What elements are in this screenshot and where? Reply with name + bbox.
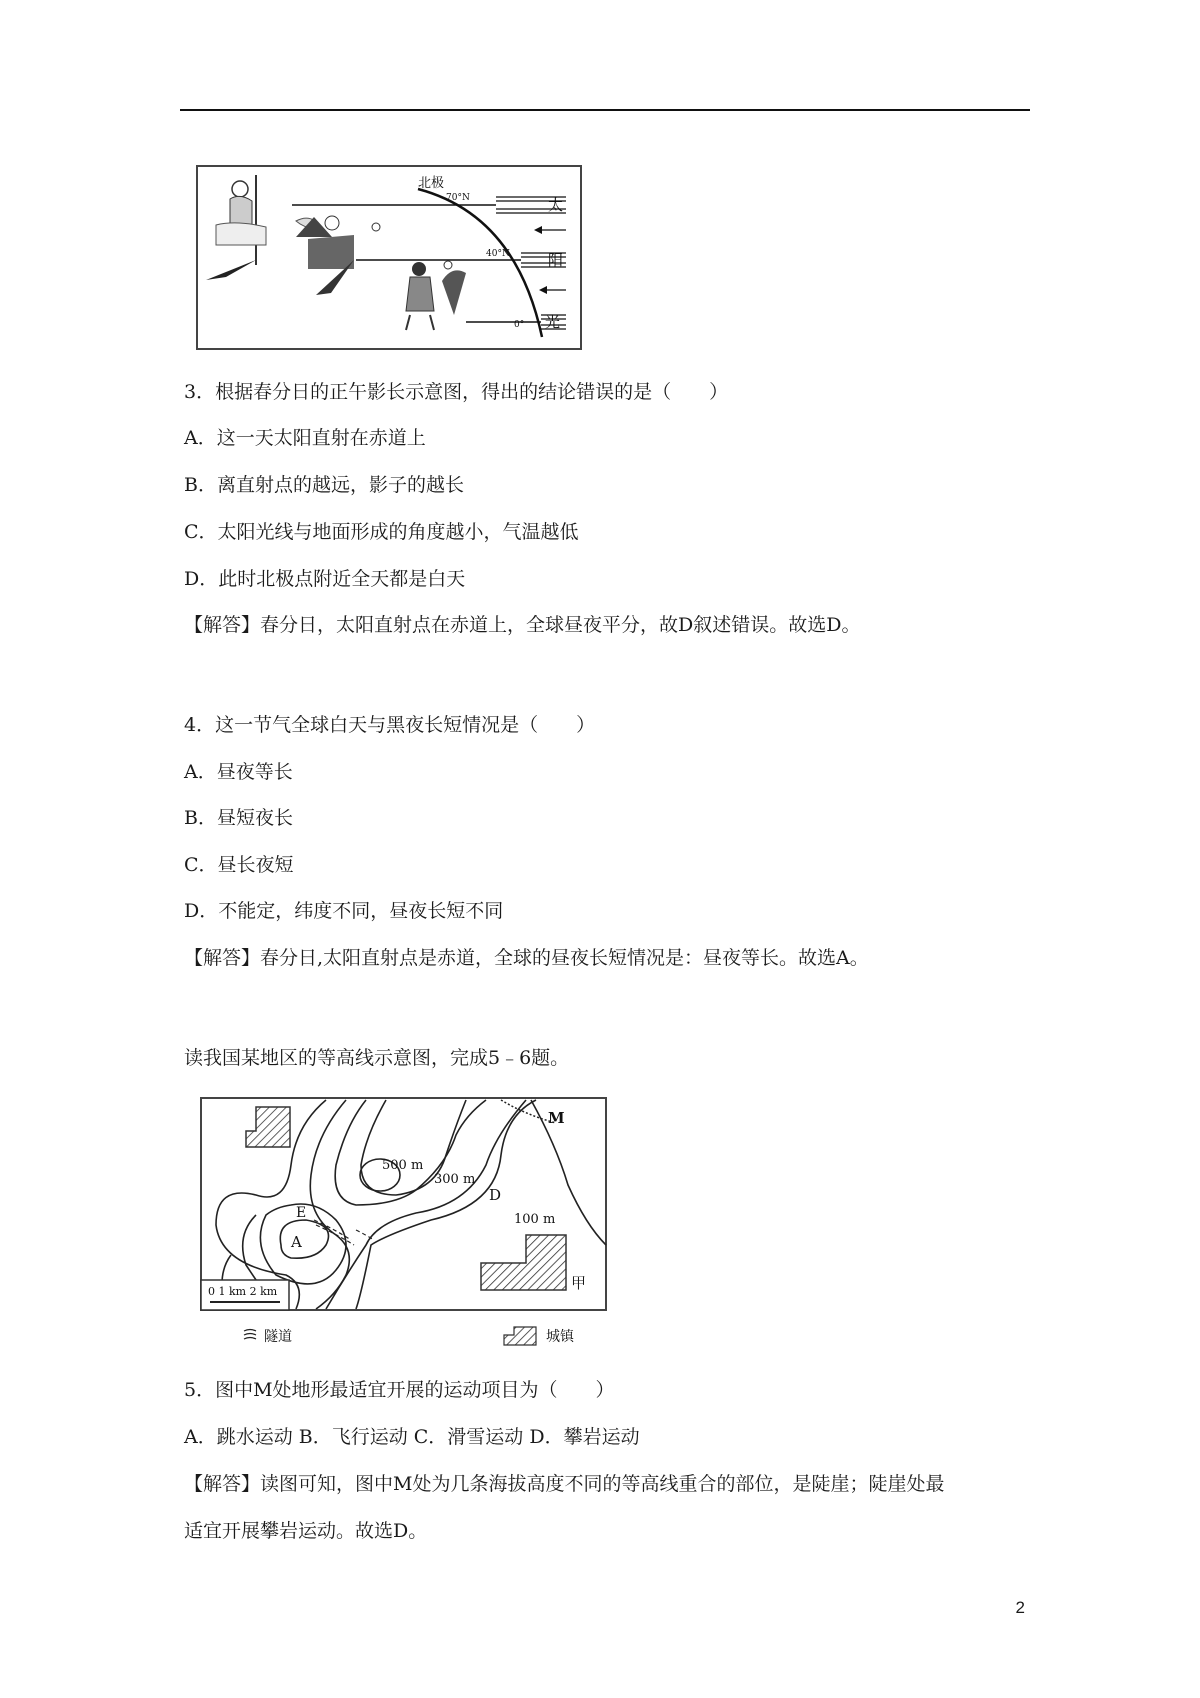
fig2-label-e: E	[296, 1205, 307, 1221]
fig2-label-jia: 甲	[571, 1274, 587, 1292]
q3-answer: 【解答】春分日，太阳直射点在赤道上，全球昼夜平分，故D叙述错误。故选D。	[184, 614, 861, 636]
q4-option-a: A．昼夜等长	[184, 761, 293, 783]
q5-answer-line2: 适宜开展攀岩运动。故选D。	[184, 1520, 428, 1542]
fig2-legend-tunnel: 隧道	[264, 1329, 292, 1345]
q4-option-d: D．不能定，纬度不同，昼夜长短不同	[184, 900, 504, 922]
fig1-sun-char1: 太	[548, 196, 564, 214]
fig1-lat40: 40°N	[486, 249, 510, 259]
fig2-scale-label: 0 1 km 2 km	[208, 1285, 278, 1298]
q3-option-d: D．此时北极点附近全天都是白天	[184, 568, 466, 590]
q3-option-a: A．这一天太阳直射在赤道上	[184, 427, 426, 449]
intro-5-6: 读我国某地区的等高线示意图，完成5﹣6题。	[184, 1047, 570, 1069]
q3-option-b: B．离直射点的越远，影子的越长	[184, 474, 464, 496]
q4-option-c: C．昼长夜短	[184, 854, 294, 876]
fig2-label-d: D	[489, 1186, 502, 1204]
page-number: 2	[1015, 1598, 1025, 1617]
fig2-label-a: A	[291, 1233, 302, 1251]
figure-contour-map	[196, 1095, 616, 1355]
q3-option-c: C．太阳光线与地面形成的角度越小，气温越低	[184, 521, 579, 543]
fig1-lat0: 0°	[514, 320, 525, 330]
q5-options: A．跳水运动 B．飞行运动 C．滑雪运动 D．攀岩运动	[184, 1426, 640, 1448]
figure-noon-shadow	[196, 165, 582, 350]
q3-stem: 3．根据春分日的正午影长示意图，得出的结论错误的是（ ）	[184, 381, 729, 403]
q4-stem: 4．这一节气全球白天与黑夜长短情况是（ ）	[184, 714, 596, 736]
fig1-sun-char3: 光	[545, 313, 561, 331]
fig1-north-pole: 北极	[418, 176, 445, 191]
q5-answer-line1: 【解答】读图可知，图中M处为几条海拔高度不同的等高线重合的部位，是陡崖；陡崖处最	[184, 1473, 945, 1495]
header-rule	[180, 109, 1030, 111]
fig1-lat70: 70°N	[446, 193, 470, 203]
q5-stem: 5．图中M处地形最适宜开展的运动项目为（ ）	[184, 1379, 615, 1401]
fig2-label-100: 100 m	[514, 1212, 556, 1227]
fig2-label-m: M	[548, 1109, 565, 1127]
fig2-label-300: 300 m	[434, 1172, 476, 1187]
fig2-label-500: 500 m	[382, 1158, 424, 1173]
q4-option-b: B．昼短夜长	[184, 807, 293, 829]
fig2-legend-town: 城镇	[546, 1329, 574, 1345]
fig1-sun-char2: 阳	[548, 251, 564, 269]
q4-answer: 【解答】春分日,太阳直射点是赤道，全球的昼夜长短情况是：昼夜等长。故选A。	[184, 947, 869, 969]
